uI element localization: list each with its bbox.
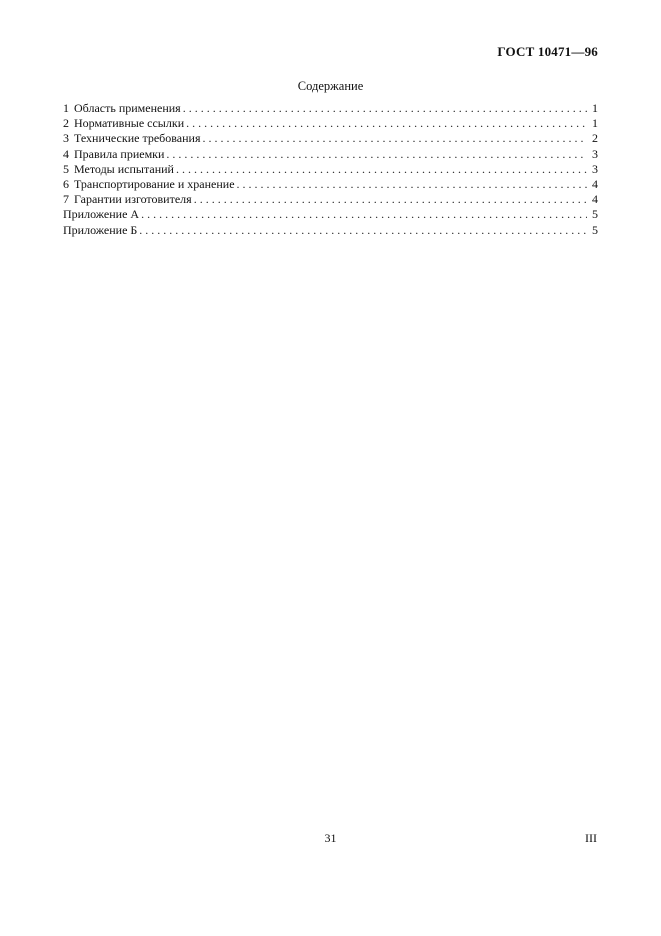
toc-entry[interactable] xyxy=(63,116,598,131)
toc-entry[interactable] xyxy=(63,192,598,207)
toc-entry-label: Приложение Б xyxy=(63,222,138,237)
page-number: 31 xyxy=(324,831,337,845)
toc-title: Содержание xyxy=(297,79,364,93)
dot-leader xyxy=(141,207,587,222)
toc-entry-number: 3 xyxy=(63,131,69,146)
toc-entry-page: 3 xyxy=(592,146,598,161)
dot-leader xyxy=(237,177,587,192)
dot-leader xyxy=(194,192,587,207)
toc-entry-label: Нормативные ссылки xyxy=(74,116,185,131)
toc-entry-label: Приложение А xyxy=(63,207,140,222)
toc-entry-appendix-a[interactable] xyxy=(63,207,598,222)
toc-entry[interactable] xyxy=(63,101,598,116)
dot-leader xyxy=(183,101,587,116)
toc-entry-number: 7 xyxy=(63,192,69,207)
toc-entry-label: Правила приемки xyxy=(74,146,165,161)
roman-page-number: III xyxy=(585,831,597,845)
toc-entry-page: 3 xyxy=(592,161,598,176)
toc-entry-number: 5 xyxy=(63,161,69,176)
dot-leader xyxy=(186,116,587,131)
dot-leader xyxy=(166,147,587,162)
toc-entry-page: 1 xyxy=(592,101,598,115)
toc-entry-page: 1 xyxy=(592,116,598,131)
toc-entry-label: Методы испытаний xyxy=(74,161,174,176)
toc-entry-label: Технические требования xyxy=(74,131,201,146)
toc-entry-page: 5 xyxy=(592,207,598,222)
toc-entry-appendix-b[interactable] xyxy=(63,223,598,238)
dot-leader xyxy=(202,131,587,146)
toc-entry-page: 4 xyxy=(592,192,598,207)
toc-entry-number: 4 xyxy=(63,146,69,161)
toc-entry-label: Гарантии изготовителя xyxy=(74,192,192,207)
toc-entry-number: 2 xyxy=(63,116,69,131)
toc-entry-number: 1 xyxy=(63,101,69,115)
toc-entry-page: 4 xyxy=(592,176,598,191)
toc-entry-page: 5 xyxy=(592,222,598,237)
toc-entry[interactable] xyxy=(63,147,598,162)
toc-entry-label: Область применения xyxy=(74,101,181,115)
toc-entry-label: Транспортирование и хранение xyxy=(74,176,235,191)
document-code: ГОСТ 10471—96 xyxy=(497,44,598,59)
dot-leader xyxy=(176,162,587,177)
table-of-contents xyxy=(63,101,598,238)
toc-entry[interactable] xyxy=(63,162,598,177)
toc-entry-number: 6 xyxy=(63,176,69,191)
toc-entry-page: 2 xyxy=(592,131,598,146)
toc-entry[interactable] xyxy=(63,177,598,192)
toc-entry[interactable] xyxy=(63,131,598,146)
dot-leader xyxy=(139,223,587,238)
